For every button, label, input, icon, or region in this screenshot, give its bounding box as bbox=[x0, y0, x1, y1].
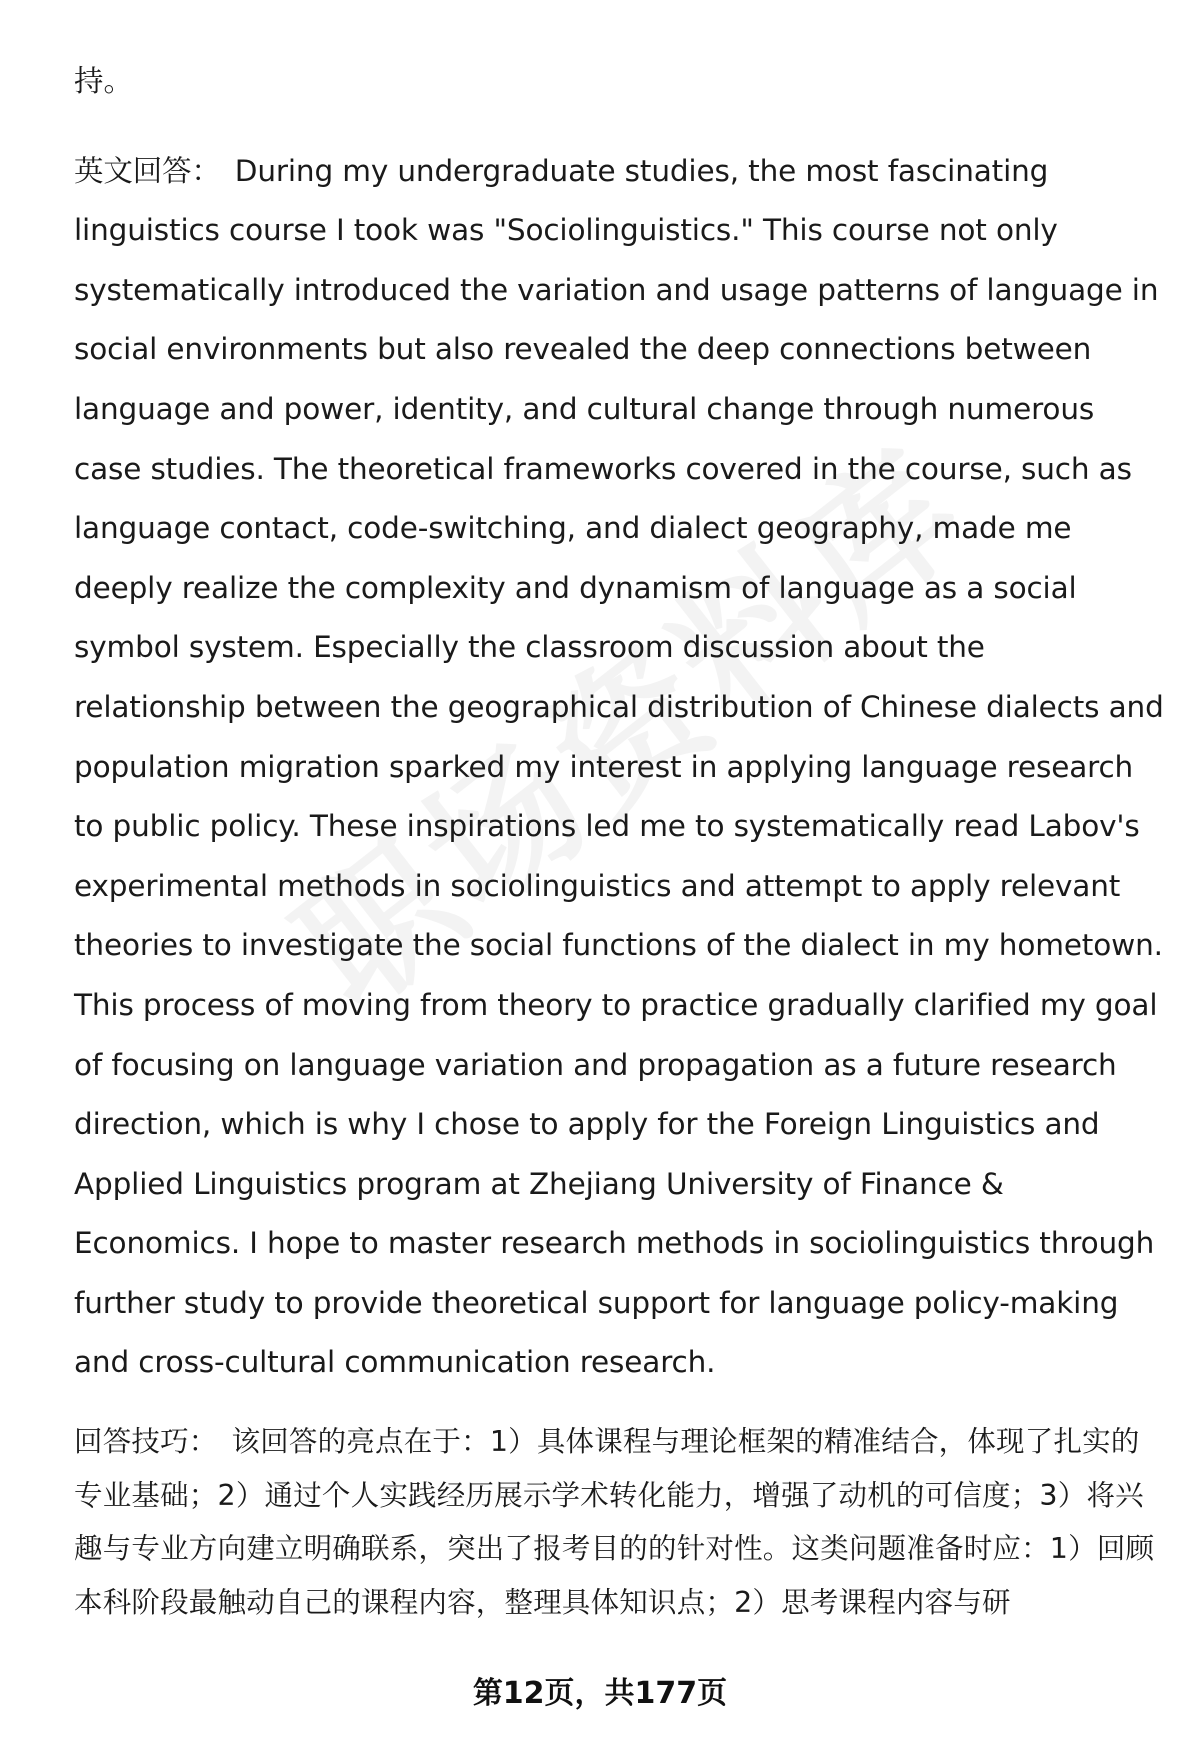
document-body bbox=[74, 52, 1164, 1629]
lead-fragment: 持。 bbox=[74, 64, 134, 98]
answer-tips-label: 回答技巧： bbox=[74, 1425, 218, 1459]
page-number-footer: 第12页，共177页 bbox=[472, 1676, 728, 1711]
answer-tips-paragraph bbox=[74, 1415, 1164, 1629]
english-answer-label: 英文回答： bbox=[74, 153, 221, 188]
english-answer-text: During my undergraduate studies, the most fascinating linguistics course I took was "Sociolinguistics." This course not only systematically introduced the variation and usage patterns of language in social environments but also revealed the deep connections between language and power, identity, and cultural change through numerous case studies. The theoretical frameworks covered in the course, such as language contact, code-switching, and dialect geography, made me deeply realize the complexity and dynamism of language as a social symbol system. Especially the classroom discussion about the relationship between the geographical distribution of Chinese dialects and population migration sparked my interest in applying language research to public policy. These inspirations led me to systematically read Labov's experimental methods in sociolinguistics and attempt to apply relevant theories to investigate the social functions of the dialect in my hometown. This process of moving from theory to practice gradually clarified my goal of focusing on language variation and propagation as a future research direction, which is why I chose to apply for the Foreign Linguistics and Applied Linguistics program at Zhejiang University of Finance & Economics. I hope to master research methods in sociolinguistics through further study to provide theoretical support for language policy-making and cross-cultural communication research. bbox=[74, 153, 1164, 1380]
answer-tips-text: 该回答的亮点在于：1）具体课程与理论框架的精准结合，体现了扎实的专业基础；2）通过个人实践经历展示学术转化能力，增强了动机的可信度；3）将兴趣与专业方向建立明确联系，突出了报考目的的针对性。这类问题准备时应：1）回顾本科阶段最触动自己的课程内容，整理具体知识点；2）思考课程内容与研 bbox=[74, 1425, 1155, 1619]
english-answer-paragraph bbox=[74, 142, 1164, 1393]
